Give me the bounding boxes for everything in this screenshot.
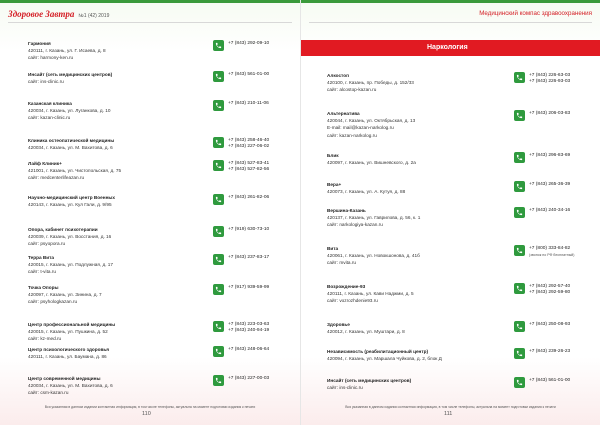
entry-detail: 420137, г. Казань, ул. Гаврилова, д. 56, к. 1 [327, 215, 421, 221]
entry-phones [529, 182, 570, 188]
entry-name: Алкостоп [327, 73, 349, 78]
entry-name: Здоровье [327, 322, 350, 327]
phone-icon [213, 100, 224, 111]
entry-detail: 421001, г. Казань, ул. Чистопольская, д. 75 [28, 168, 122, 174]
entry-info [327, 348, 507, 362]
entry-phones [529, 284, 570, 296]
entry-detail: 420097, г. Казань, ул. Вишневского, д. 2а [327, 160, 416, 166]
entry-detail: 420034, г. Казань, ул. М. Вахитова, д. 6 [28, 145, 113, 151]
phone-icon [213, 40, 224, 51]
entry-detail: сайт: kazan-clinic.ru [28, 115, 71, 121]
entry-name: Опора, кабинет психотерапии [28, 227, 98, 232]
phone-number[interactable]: +7 (843) 239-26-23 [529, 349, 571, 354]
header-band [0, 0, 300, 3]
entry-name: Точка Опоры [28, 285, 59, 290]
entry-detail: сайт: narkologiya-kazan.ru [327, 222, 383, 228]
phone-number[interactable]: +7 (843) 292-59-80 [529, 290, 571, 296]
phone-number[interactable]: +7 (843) 210-11-06 [228, 101, 269, 106]
entry-phones [228, 376, 269, 382]
phone-icon [514, 245, 525, 256]
entry-phones [228, 161, 269, 173]
phone-icon [213, 137, 224, 148]
entry-detail: E-mail: mail@kazan-narkolog.ru [327, 125, 394, 131]
entry-name: Возрождение-93 [327, 284, 366, 289]
entry-phones [228, 347, 269, 353]
entry-detail: сайт: t-vita.ru [28, 269, 56, 275]
entry-detail: сайт: medcenterlifeazan.ru [28, 175, 85, 181]
entry-info [28, 100, 208, 122]
phone-icon [514, 321, 525, 332]
page-right [300, 0, 600, 425]
phone-number[interactable]: +7 (843) 227-06-02 [228, 144, 270, 150]
entry-phones [529, 349, 570, 355]
phone-number[interactable]: +7 (843) 292-57-40 [529, 284, 571, 289]
entry-name: Гармония [28, 41, 51, 46]
entry-detail: сайт: harmony-ken.ru [28, 55, 74, 61]
entry-info [327, 152, 507, 166]
phone-icon [514, 181, 525, 192]
header-band [301, 0, 600, 3]
entry-phones [228, 227, 269, 233]
entry-detail: 420073, г. Казань, ул. А. Кутуя, д. 88 [327, 189, 406, 195]
entry-detail: сайт: mvita.ru [327, 260, 356, 266]
entry-info [327, 181, 507, 195]
phone-number[interactable]: +7 (843) 248-06-64 [228, 347, 270, 352]
phone-note: (звонок по РФ бесплатный) [529, 253, 575, 258]
entry-detail: сайт: psyopora.ru [28, 241, 66, 247]
phone-number[interactable]: +7 (843) 261-82-06 [228, 195, 270, 200]
phone-number[interactable]: +7 (843) 237-83-17 [228, 255, 270, 260]
entry-detail: 420143, г. Казань, ул. Кул Гали, д. 9/95 [28, 202, 112, 208]
phone-number[interactable]: +7 (843) 226-93-03 [529, 79, 571, 85]
entry-info [327, 245, 507, 267]
page-header [301, 0, 600, 26]
issue-number: №1 (42) 2019 [78, 13, 110, 19]
entry-info [327, 377, 507, 391]
entry-detail: 420111, г. Казань, ул. Баумана, д. 86 [28, 354, 107, 360]
header-rule [309, 22, 592, 23]
header-rule [8, 22, 292, 23]
phone-icon [213, 71, 224, 82]
entry-info [327, 207, 507, 229]
entry-phones [228, 322, 269, 334]
entry-detail: сайт: vozrozhdenie93.ru [327, 298, 378, 304]
phone-number[interactable]: +7 (843) 223-03-63 [228, 322, 270, 327]
entry-detail: 420111, г. Казань, ул. Кави Наджми, д. 5 [327, 291, 414, 297]
entry-name: Вера+ [327, 182, 342, 187]
entry-info [327, 72, 507, 94]
phone-icon [213, 226, 224, 237]
entry-name: Терра Вита [28, 255, 55, 260]
entry-info [28, 160, 208, 182]
entry-detail: 420100, г. Казань, пр. Победы, д. 152/33 [327, 80, 414, 86]
phone-icon [514, 207, 525, 218]
entry-phones [529, 246, 575, 258]
phone-icon [213, 284, 224, 295]
phone-number[interactable]: +7 (800) 333-84-82 [529, 246, 571, 251]
page-number: 111 [444, 411, 453, 417]
phone-icon [213, 194, 224, 205]
entry-phones [529, 111, 570, 117]
entry-info [28, 194, 208, 208]
header-tagline: Медицинский компас здравоохранения [479, 10, 592, 17]
entry-detail: 420097, г. Казань, ул. Зинина, д. 7 [28, 292, 102, 298]
phone-number[interactable]: +7 (843) 206-03-83 [529, 111, 571, 116]
footer-note: Вся указанная в данном издании контактная информация, в том числе телефоны, актуальна на момент подготовки издания к печати [44, 405, 256, 409]
entry-phones [529, 153, 570, 159]
entry-info [28, 40, 208, 62]
entry-info [28, 137, 208, 151]
entry-info [327, 110, 507, 139]
phone-icon [514, 110, 525, 121]
entry-detail: сайт: csm-kazan.ru [28, 390, 69, 396]
phone-icon [514, 348, 525, 359]
entry-phones [228, 101, 269, 107]
entry-phones [529, 208, 570, 214]
section-banner: Наркология [301, 40, 600, 56]
phone-icon [514, 283, 525, 294]
entry-detail: 420015, г. Казань, ул. Подлужная, д. 17 [28, 262, 114, 268]
phone-number[interactable]: +7 (919) 630-73-10 [228, 227, 270, 232]
entry-detail: 420012, г. Казань, ул. Муштари, д. 8 [327, 329, 405, 335]
entry-name: Вершина-Казань [327, 208, 366, 213]
phone-number[interactable]: +7 (843) 292-09-10 [228, 41, 270, 46]
phone-number[interactable]: +7 (843) 527-83-41 [228, 161, 270, 166]
entry-phones [228, 255, 269, 261]
entry-phones [228, 72, 269, 78]
page-number: 110 [142, 411, 151, 417]
entry-info [28, 375, 208, 397]
entry-phones [529, 378, 570, 384]
entry-info [28, 71, 208, 85]
entry-phones [529, 73, 570, 85]
entry-detail: сайт: ins-clinic.ru [28, 79, 64, 85]
entry-phones [228, 41, 269, 47]
phone-number[interactable]: +7 (917) 939-59-99 [228, 285, 270, 290]
entry-name: Центр современной медицины [28, 376, 101, 381]
phone-number[interactable]: +7 (843) 265-36-39 [529, 182, 571, 187]
phone-number[interactable]: +7 (843) 240-94-19 [228, 328, 270, 334]
footer-note: Вся указанная в данном издании контактная информация, в том числе телефоны, актуальна на момент подготовки издания к печати [345, 405, 556, 409]
entry-name: Лайф Клиник+ [28, 161, 62, 166]
entry-detail: 420111, г. Казань, ул. Г. Исаева, д. 8 [28, 48, 106, 54]
entry-detail: 420061, г. Казань, ул. Новокшонова, д. 41б [327, 253, 420, 259]
phone-number[interactable]: +7 (843) 250-08-93 [529, 322, 571, 327]
phone-number[interactable]: +7 (843) 240-34-16 [529, 208, 571, 213]
phone-icon [213, 375, 224, 386]
phone-number[interactable]: +7 (843) 258-46-40 [228, 138, 270, 143]
phone-icon [514, 152, 525, 163]
brand-title: Здоровое Завтра №1 (42) 2019 [8, 9, 110, 19]
entry-name: Блик [327, 153, 339, 158]
entry-detail: сайт: kazan-narkolog.ru [327, 132, 377, 138]
entry-detail: 420034, г. Казань, ул. Луганкова, д. 10 [28, 108, 111, 114]
entry-detail: 420034, г. Казань, ул. М. Вахитова, д. 6 [28, 383, 113, 389]
entry-name: Инсайт (сеть медицинских центров) [28, 72, 113, 77]
entry-detail: сайт: kz-med.ru [28, 336, 62, 342]
entry-detail: 420039, г. Казань, ул. Восстания, д. 16 [28, 234, 112, 240]
entry-name: Центр психологического здоровья [28, 347, 110, 352]
phone-number[interactable]: +7 (843) 561-01-00 [529, 378, 571, 383]
phone-icon [213, 321, 224, 332]
phone-number[interactable]: +7 (843) 226-63-03 [529, 73, 571, 78]
entry-detail: сайт: psyhologkazan.ru [28, 299, 78, 305]
entry-name: Вита [327, 246, 339, 251]
entry-phones [228, 138, 269, 150]
phone-icon [213, 160, 224, 171]
entry-name: Центр профессиональной медицины [28, 322, 116, 327]
entry-name: Инсайт (сеть медицинских центров) [327, 378, 412, 383]
entry-phones [228, 285, 269, 291]
page-header [0, 0, 300, 26]
entry-info [327, 321, 507, 335]
entry-name: Независимость (реабилитационный центр) [327, 349, 429, 354]
phone-number[interactable]: +7 (843) 561-01-00 [228, 72, 270, 77]
entry-phones [228, 195, 269, 201]
entry-info [28, 284, 208, 306]
entry-info [28, 346, 208, 360]
entry-name: Научно-медицинский центр Военных [28, 195, 116, 200]
entry-info [28, 226, 208, 248]
entry-name: Альтернатива [327, 111, 360, 116]
phone-number[interactable]: +7 (843) 296-83-69 [529, 153, 571, 158]
entry-detail: 420044, г. Казань, ул. Октябрьская, д. 13 [327, 118, 416, 124]
entry-name: Казанская клиника [28, 101, 72, 106]
entry-info [327, 283, 507, 305]
phone-number[interactable]: +7 (843) 527-82-56 [228, 167, 270, 173]
phone-icon [514, 377, 525, 388]
entry-name: Клиника остеопатической медицины [28, 138, 115, 143]
entry-detail: сайт: ins-clinic.ru [327, 385, 363, 391]
entry-info [28, 254, 208, 276]
phone-icon [514, 72, 525, 83]
entry-detail: 420094, г. Казань, ул. Маршала Чуйкова, д. 2, блок Д [327, 356, 442, 362]
entry-detail: сайт: alcostop-kazan.ru [327, 87, 377, 93]
phone-icon [213, 346, 224, 357]
phone-icon [213, 254, 224, 265]
entry-phones [529, 322, 570, 328]
entry-info [28, 321, 208, 343]
entry-detail: 420015, г. Казань, ул. Пушкина, д. 52 [28, 329, 108, 335]
phone-number[interactable]: +7 (843) 227-00-03 [228, 376, 270, 381]
